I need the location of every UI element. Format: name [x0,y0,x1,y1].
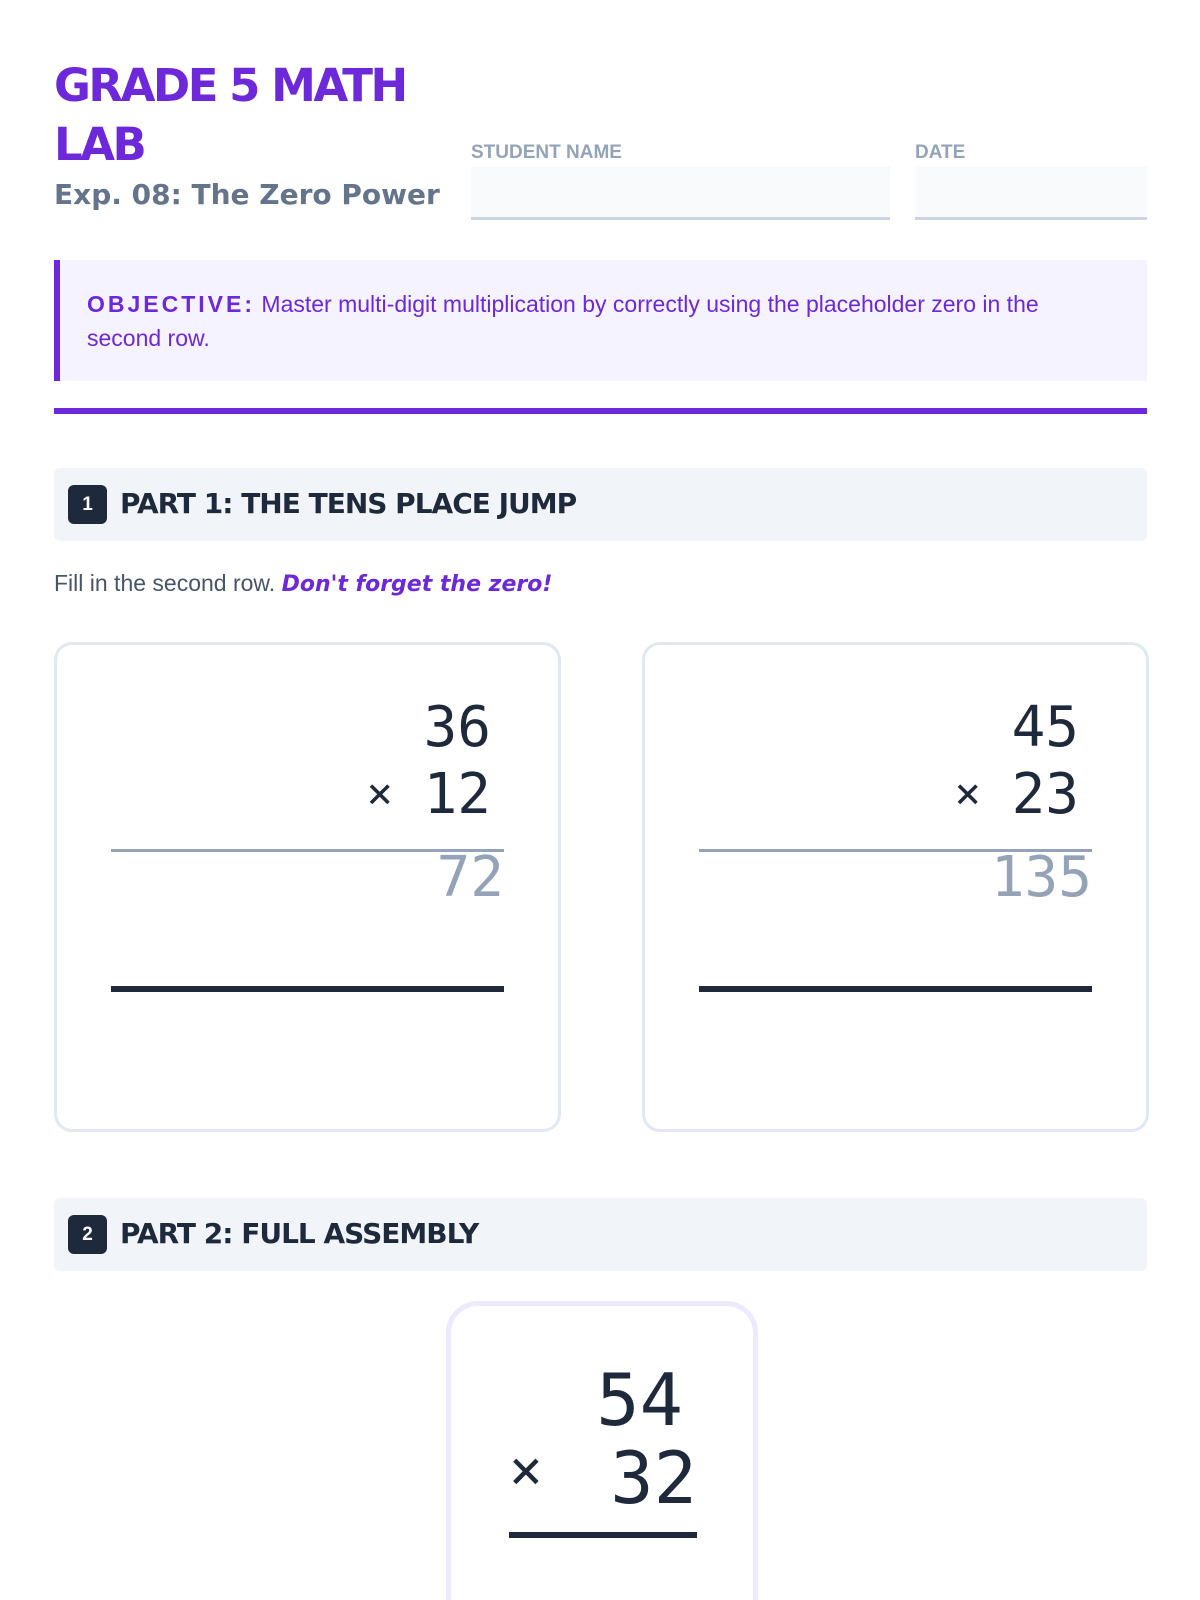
multiplicand: 36 [423,695,491,760]
instruction-emphasis: Don't forget the zero! [281,572,553,597]
problem-card [642,642,1149,1132]
page-title: GRADE 5 MATH LAB [54,59,406,171]
multiplier: 23 [1011,762,1079,827]
partial-product: 135 [990,845,1092,910]
multiplier: 32 [610,1436,697,1520]
student-name-field[interactable] [471,166,890,220]
part-2-header [54,1198,1147,1271]
part-1-title: PART 1: THE TENS PLACE JUMP [120,487,577,520]
date-field[interactable] [915,166,1147,220]
product-divider-line [509,1532,697,1538]
instruction-text: Fill in the second row. [54,570,276,596]
multiplier: 12 [423,762,491,827]
objective-label: OBJECTIVE: [87,291,256,317]
objective-text: Master multi-digit multiplication by correctly using the placeholder zero in the second row. [87,291,1039,351]
part-2-title: PART 2: FULL ASSEMBLY [120,1217,479,1250]
multiplicand: 54 [596,1358,683,1442]
answer-line[interactable] [111,986,504,992]
part-1-number-badge: 1 [68,485,107,524]
partial-product: 72 [436,845,504,910]
objective-box [54,260,1147,381]
times-sign: × [954,768,981,819]
assembly-problem-card [446,1301,758,1600]
part-1-header [54,468,1147,541]
part-1-instruction [54,570,552,597]
part-2-number-badge: 2 [68,1215,107,1254]
problem-card [54,642,561,1132]
student-name-label: STUDENT NAME [471,142,622,163]
multiplicand: 45 [1011,695,1079,760]
page-subtitle: Exp. 08: The Zero Power [54,178,440,211]
section-divider [54,408,1147,414]
answer-line[interactable] [699,986,1092,992]
times-sign: × [509,1438,543,1503]
times-sign: × [366,768,393,819]
date-label: DATE [915,142,966,163]
